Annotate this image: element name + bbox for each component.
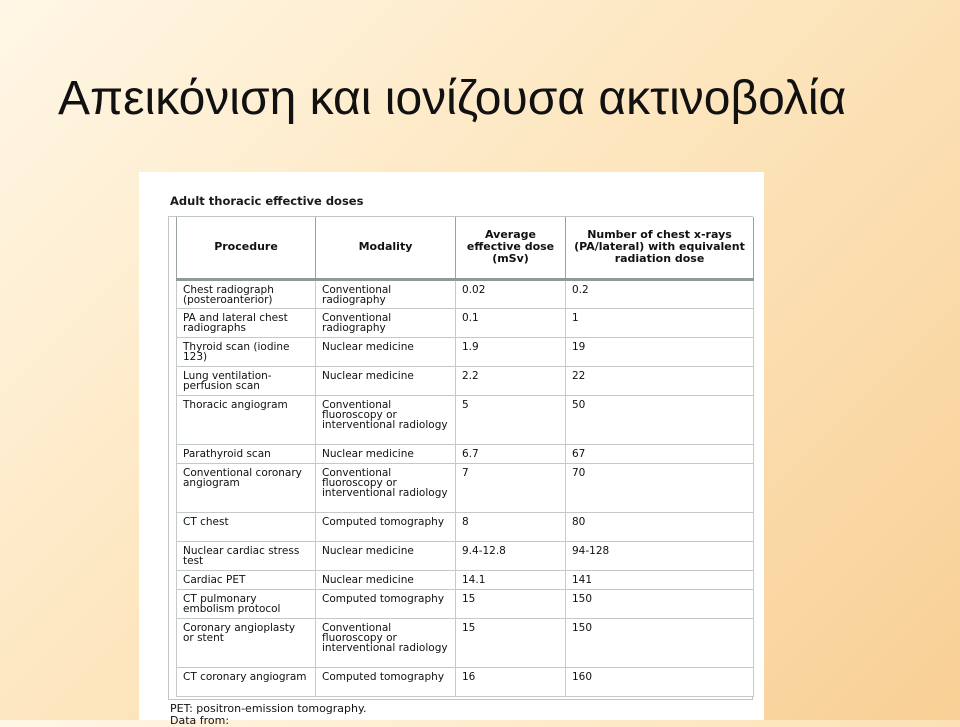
table-row: [177, 618, 754, 667]
cell-dose: 15: [456, 589, 566, 618]
cell-procedure: Parathyroid scan: [177, 444, 316, 463]
table-row: [177, 337, 754, 366]
cell-xrays: 19: [566, 337, 754, 366]
table-header-row: [177, 217, 754, 279]
cell-dose: 0.1: [456, 308, 566, 337]
table-row: [177, 366, 754, 395]
table-frame: [168, 216, 753, 700]
slide-title: Απεικόνιση και ιονίζουσα ακτινοβολία: [58, 72, 847, 125]
cell-dose: 1.9: [456, 337, 566, 366]
cell-modality: Nuclear medicine: [316, 444, 456, 463]
cell-xrays: 50: [566, 395, 754, 444]
cell-modality: Conventional radiography: [316, 279, 456, 308]
cell-dose: 9.4-12.8: [456, 541, 566, 570]
cell-dose: 6.7: [456, 444, 566, 463]
cell-procedure: PA and lateral chest radiographs: [177, 308, 316, 337]
table-footnote: PET: positron-emission tomography.: [170, 702, 367, 715]
cell-dose: 14.1: [456, 570, 566, 589]
dose-table-figure: [139, 172, 764, 727]
table-caption: Adult thoracic effective doses: [170, 194, 364, 208]
cell-procedure: Coronary angioplasty or stent: [177, 618, 316, 667]
header-xrays: Number of chest x-rays (PA/lateral) with equivalent radiation dose: [566, 217, 754, 279]
cell-dose: 2.2: [456, 366, 566, 395]
cell-modality: Computed tomography: [316, 589, 456, 618]
cell-procedure: Conventional coronary angiogram: [177, 463, 316, 512]
cell-procedure: Thyroid scan (iodine 123): [177, 337, 316, 366]
table-row: [177, 395, 754, 444]
table-row: [177, 512, 754, 541]
table-row: [177, 279, 754, 308]
cell-dose: 7: [456, 463, 566, 512]
cell-modality: Nuclear medicine: [316, 541, 456, 570]
cell-dose: 5: [456, 395, 566, 444]
table-row: [177, 463, 754, 512]
cell-modality: Conventional fluoroscopy or interventional radiology: [316, 618, 456, 667]
cell-xrays: 0.2: [566, 279, 754, 308]
cell-modality: Computed tomography: [316, 667, 456, 696]
table-row: [177, 589, 754, 618]
cell-xrays: 150: [566, 618, 754, 667]
cell-procedure: CT chest: [177, 512, 316, 541]
table-row: [177, 667, 754, 696]
table-source-note: Data from:: [170, 714, 230, 727]
cell-xrays: 1: [566, 308, 754, 337]
header-procedure: Procedure: [177, 217, 316, 279]
cell-procedure: Thoracic angiogram: [177, 395, 316, 444]
cell-xrays: 94-128: [566, 541, 754, 570]
cell-xrays: 160: [566, 667, 754, 696]
cell-procedure: Cardiac PET: [177, 570, 316, 589]
cell-modality: Computed tomography: [316, 512, 456, 541]
cell-modality: Nuclear medicine: [316, 337, 456, 366]
cell-dose: 0.02: [456, 279, 566, 308]
table-row: [177, 541, 754, 570]
cell-xrays: 150: [566, 589, 754, 618]
cell-dose: 16: [456, 667, 566, 696]
header-dose: Average effective dose (mSv): [456, 217, 566, 279]
cell-procedure: CT pulmonary embolism protocol: [177, 589, 316, 618]
cell-dose: 8: [456, 512, 566, 541]
dose-table: [176, 217, 754, 697]
cell-xrays: 67: [566, 444, 754, 463]
cell-procedure: CT coronary angiogram: [177, 667, 316, 696]
table-row: [177, 570, 754, 589]
cell-procedure: Chest radiograph (posteroanterior): [177, 279, 316, 308]
cell-xrays: 80: [566, 512, 754, 541]
cell-xrays: 141: [566, 570, 754, 589]
cell-xrays: 22: [566, 366, 754, 395]
cell-dose: 15: [456, 618, 566, 667]
cell-modality: Conventional radiography: [316, 308, 456, 337]
cell-modality: Conventional fluoroscopy or interventional radiology: [316, 463, 456, 512]
cell-modality: Nuclear medicine: [316, 570, 456, 589]
table-row: [177, 444, 754, 463]
table-row: [177, 308, 754, 337]
header-modality: Modality: [316, 217, 456, 279]
cell-xrays: 70: [566, 463, 754, 512]
cell-modality: Nuclear medicine: [316, 366, 456, 395]
cell-modality: Conventional fluoroscopy or interventional radiology: [316, 395, 456, 444]
cell-procedure: Lung ventilation-perfusion scan: [177, 366, 316, 395]
cell-procedure: Nuclear cardiac stress test: [177, 541, 316, 570]
